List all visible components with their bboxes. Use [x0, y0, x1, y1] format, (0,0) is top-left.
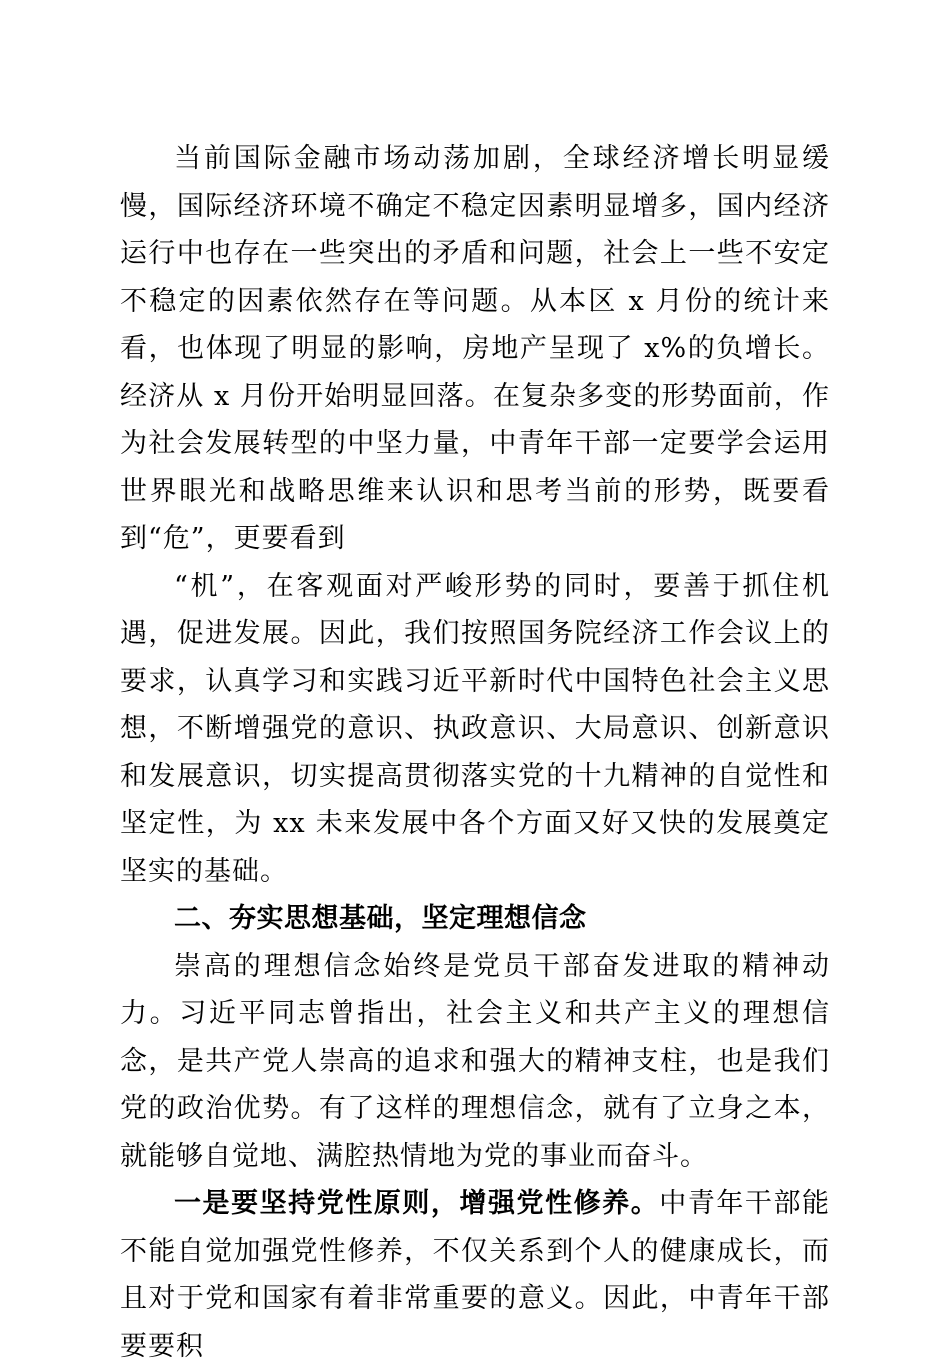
paragraph-point-one — [120, 1180, 830, 1370]
section-heading: 二、夯实思想基础，坚定理想信念 — [174, 903, 587, 934]
paragraph-opportunity: “机”，在客观面对严峻形势的同时，要善于抓住机遇，促进发展。因此，我们按照国务院经济工作会议上的要求，认真学习和实践习近平新时代中国特色社会主义思想，不断增强党的意识、执政意识、大局意识、创新意识和发展意识，切实提高贯彻落实党的十九精神的自觉性和坚定性，为 xx 未来发展中各个方面又好又快的发展奠定坚实的基础。 — [120, 570, 830, 887]
document-body — [120, 135, 830, 1370]
point-one-lead: 一是要坚持党性原则，增强党性修养。 — [174, 1188, 660, 1219]
paragraph-ideals: 崇高的理想信念始终是党员干部奋发进取的精神动力。习近平同志曾指出，社会主义和共产主义的理想信念，是共产党人崇高的追求和强大的精神支柱，也是我们党的政治优势。有了这样的理想信念，就有了立身之本，就能够自觉地、满腔热情地为党的事业而奋斗。 — [120, 950, 830, 1172]
point-one-body: 中青年干部能不能自觉加强党性修养，不仅关系到个人的健康成长，而且对于党和国家有着非常重要的意义。因此，中青年干部要要积 — [120, 1188, 831, 1362]
paragraph-situation: 当前国际金融市场动荡加剧，全球经济增长明显缓慢，国际经济环境不确定不稳定因素明显增多，国内经济运行中也存在一些突出的矛盾和问题，社会上一些不安定不稳定的因素依然存在等问题。从本区 x 月份的统计来看，也体现了明显的影响，房地产呈现了 x%的负增长。经济从 x 月份开始明显回落。在复杂多变的形势面前，作为社会发展转型的中坚力量，中青年干部一定要学会运用世界眼光和战略思维来认识和思考当前的形势，既要看到“危”，更要看到 — [120, 143, 830, 554]
